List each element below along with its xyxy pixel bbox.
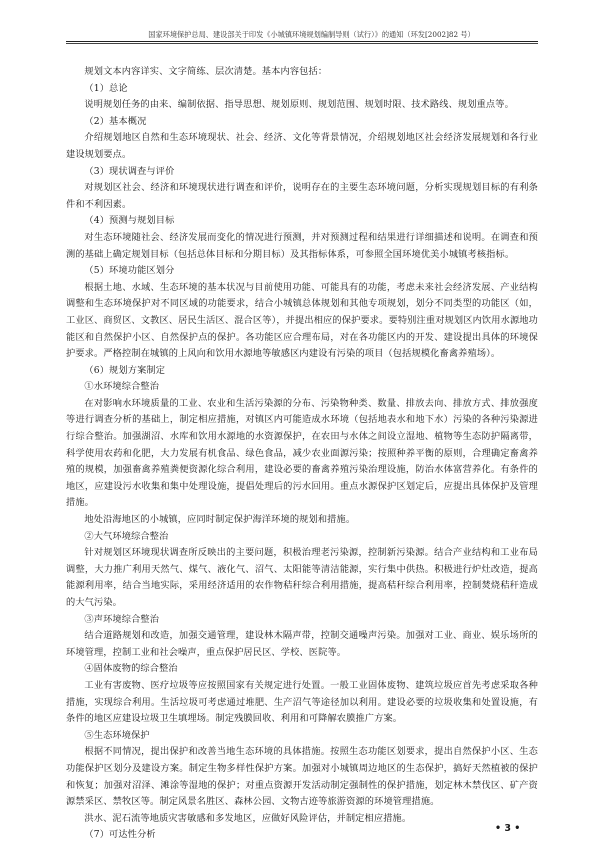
paragraph: ①水环境综合整治 [84,381,160,393]
paragraph: 规划文本内容详实、文字简练、层次清楚。基本内容包括： [84,66,328,77]
paragraph: （4）预测与规划目标 [84,215,175,227]
paragraph: 说明规划任务的由来、编制依据、指导思想、规划原则、规划范围、规划时限、技术路线、规划重点等。 [84,99,514,111]
paragraph: 洪水、泥石流等地质灾害敏感和多发地区，应做好风险评估，并制定相应措施。 [84,812,412,824]
paragraph: （2）基本概况 [84,115,147,127]
body-text [66,64,538,844]
paragraph: 结合道路规划和改造，加强交通管理，建设林木隔声带，控制交通噪声污染。加强对工业、商业、娱乐场所的环境管理，控制工业和社会噪声，重点保护居民区、学校、医院等。 [66,630,538,658]
paragraph: ④固体废物的综合整治 [84,663,178,675]
paragraph: 介绍规划地区自然和生态环境现状、社会、经济、文化等背景情况，介绍规划地区社会经济发展规划和各行业建设规划要点。 [66,132,538,160]
paragraph: 地处沿海地区的小城镇，应同时制定保护海洋环境的规划和措施。 [84,514,356,526]
paragraph: 对生态环境随社会、经济发展而变化的情况进行预测，并对预测过程和结果进行详细描述和说明。在调查和预测的基础上确定规划目标（包括总体目标和分期目标）及其指标体系，可参照全国环境优美小城镇考核指标。 [66,231,538,260]
paragraph: （1）总论 [84,82,128,94]
paragraph: 根据不同情况，提出保护和改善当地生态环境的具体措施。按照生态功能区划要求，提出自然保护小区、生态功能保护区划分及建设方案。制定生物多样性保护方案。加强对小城镇周边地区的生态保护，搞好天然植被的保护和恢复；加强对沼泽、滩涂等湿地的保护；对重点资源开发活动制定强制性的保护措施，划定林木禁伐区、矿产资源禁采区、禁牧区等。制定风景名胜区、森林公园、文物古迹等旅游资源的环境管理措施。 [66,746,538,808]
running-header: 国家环境保护总局、建设部关于印发《小城镇环境规划编制导则（试行）》的通知（环发[2002]82 号） [148,30,475,39]
paragraph: （5）环境功能区划分 [84,265,175,277]
paragraph: 对规划区社会、经济和环境现状进行调查和评价，说明存在的主要生态环境问题，分析实现规划目标的有利条件和不利因素。 [66,182,538,210]
paragraph: （3）现状调查与评价 [84,165,175,177]
paragraph: ⑤生态环境保护 [84,729,150,741]
paragraph: 工业有害废物、医疗垃圾等应按照国家有关规定进行处置。一般工业固体废物、建筑垃圾应首先考虑采取各种措施，实现综合利用。生活垃圾可考虑通过堆肥、生产沼气等途径加以利用。建设必要的垃圾收集和处置设施，有条件的地区应建设垃圾卫生填埋场。制定残膜回收、利用和可降解农膜推广方案。 [66,679,538,725]
paragraph: 在对影响水环境质量的工业、农业和生活污染源的分布、污染物种类、数量、排放去向、排放方式、排放强度等进行调查分析的基础上，制定相应措施，对镇区内可能造成水环境（包括地表水和地下水）污染的各种污染源进行综合整治。加强湖沼、水库和饮用水源地的水资源保护，在农田与水体之间设立湿地、植物等生态防护隔离带，科学使用农药和化肥，大力发展有机食品、绿色食品，减少农业面源污染；按照种养平衡的原则，合理确定畜禽养殖的规模，加强畜禽养殖粪便资源化综合利用，建设必要的畜禽养殖污染治理设施，防治水体富营养化。有条件的地区，应建设污水收集和集中处理设施，提倡处理后的污水回用。重点水源保护区划定后，应提出具体保护及管理措施。 [66,397,538,509]
paragraph: （7）可达性分析 [84,829,156,841]
paragraph: （6）规划方案制定 [84,364,166,376]
paragraph: ③声环境综合整治 [84,613,160,625]
page-number: • 3 • [495,823,521,834]
header-rule [66,41,538,42]
paragraph: 针对规划区环境现状调查所反映出的主要问题，积极治理老污染源，控制新污染源。结合产业结构和工业布局调整，大力推广利用天然气、煤气、液化气、沼气、太阳能等清洁能源，实行集中供热。积极进行炉灶改造，提高能源利用率，结合当地实际，采用经济适用的农作物秸秆综合利用措施，提高秸秆综合利用率，控制焚烧秸秆造成的大气污染。 [66,547,538,608]
paragraph: ②大气环境综合整治 [84,530,169,542]
paragraph: 根据土地、水域、生态环境的基本状况与目前使用功能、可能具有的功能，考虑未来社会经济发展、产业结构调整和生态环境保护对不同区域的功能要求，结合小城镇总体规划和其他专项规划，划分不同类型的功能区（如，工业区、商贸区、文教区、居民生活区、混合区等），并提出相应的保护要求。要特别注重对规划区内饮用水源地功能区和自然保护小区、自然保护点的保护。各功能区应合理布局，对在各功能区内的开发、建设提出具体的环境保护要求。严格控制在城镇的上风向和饮用水源地等敏感区内建设有污染的项目（包括规模化畜禽养殖场）。 [66,281,538,360]
header-rule-thin [66,43,538,44]
